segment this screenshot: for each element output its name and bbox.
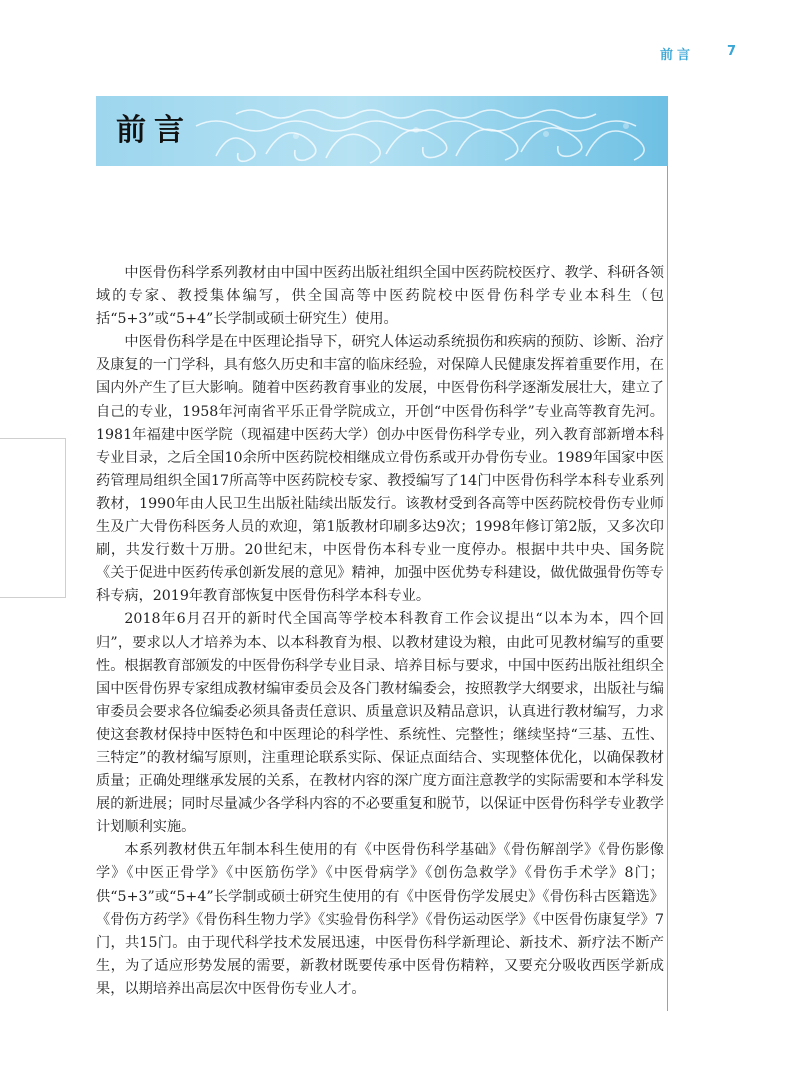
margin-bracket <box>0 438 66 598</box>
paragraph: 2018年6月召开的新时代全国高等学校本科教育工作会议提出“以本为本，四个回归”，要求以人才培养为本、以本科教育为根、以教材建设为粮，由此可见教材编写的重要性。根据教育部颁发的中医骨伤科学专业目录、培养目标与要求，中国中医药出版社组织全国中医骨伤界专家组成教材编审委员会及各门教材编委会，按照教学大纲要求，出版社与编审委员会要求各位编委必须具备责任意识、质量意识及精品意识，认真进行教材编写，力求使这套教材保持中医特色和中医理论的科学性、系统性、完整性；继续坚持“三基、五性、三特定”的教材编写原则，注重理论联系实际、保证点面结合、实现整体优化，以确保教材质量；正确处理继承发展的关系，在教材内容的深广度方面注意教学的实际需要和本学科发展的新进展；同时尽量减少各学科内容的不必要重复和脱节，以保证中医骨伤科学专业教学计划顺利实施。 <box>96 611 664 836</box>
margin-rule <box>667 166 668 1011</box>
paragraph: 中医骨伤科学系列教材由中国中医药出版社组织全国中医药院校医疗、教学、科研各领域的专家、教授集体编写，供全国高等中医药院校中医骨伤科学专业本科生（包括“5+3”或“5+4”长学制或硕士研究生）使用。 <box>96 265 664 328</box>
running-head-title: 前言 <box>660 48 695 63</box>
chapter-banner <box>96 96 668 166</box>
body-text <box>96 262 664 1001</box>
paragraph: 中医骨伤科学是在中医理论指导下，研究人体运动系统损伤和疾病的预防、诊断、治疗及康复的一门学科，具有悠久历史和丰富的临床经验，对保障人民健康发挥着重要作用，在国内外产生了巨大影响。随着中医药教育事业的发展，中医骨伤科学逐渐发展壮大，建立了自己的专业，1958年河南省平乐正骨学院成立，开创“中医骨伤科学”专业高等教育先河。1981年福建中医学院（现福建中医药大学）创办中医骨伤科学专业，列入教育部新增本科专业目录，之后全国10余所中医药院校相继成立骨伤系或开办骨伤专业。1989年国家中医药管理局组织全国17所高等中医药院校专家、教授编写了14门中医骨伤科学本科专业系列教材，1990年由人民卫生出版社陆续出版发行。该教材受到各高等中医药院校骨伤专业师生及广大骨伤科医务人员的欢迎，第1版教材印刷多达9次；1998年修订第2版，又多次印刷，共发行数十万册。20世纪末，中医骨伤本科专业一度停办。根据中共中央、国务院《关于促进中医药传承创新发展的意见》精神，加强中医优势专科建设，做优做强骨伤等专科专病，2019年教育部恢复中医骨伤科学本科专业。 <box>96 334 664 605</box>
chapter-title: 前言 <box>116 113 192 148</box>
page-number: 7 <box>727 44 737 59</box>
paragraph: 本系列教材供五年制本科生使用的有《中医骨伤科学基础》《骨伤解剖学》《骨伤影像学》《中医正骨学》《中医筋伤学》《中医骨病学》《创伤急救学》《骨伤手术学》8门；供“5+3”或“5+4”长学制或硕士研究生使用的有《中医骨伤学发展史》《骨伤科古医籍选》《骨伤方药学》《骨伤科生物力学》《实验骨伤科学》《骨伤运动医学》《中医骨伤康复学》7门，共15门。由于现代科学技术发展迅速，中医骨伤科学新理论、新技术、新疗法不断产生，为了适应形势发展的需要，新教材既要传承中医骨伤精粹，又要充分吸收西医学新成果，以期培养出高层次中医骨伤专业人才。 <box>96 842 664 997</box>
